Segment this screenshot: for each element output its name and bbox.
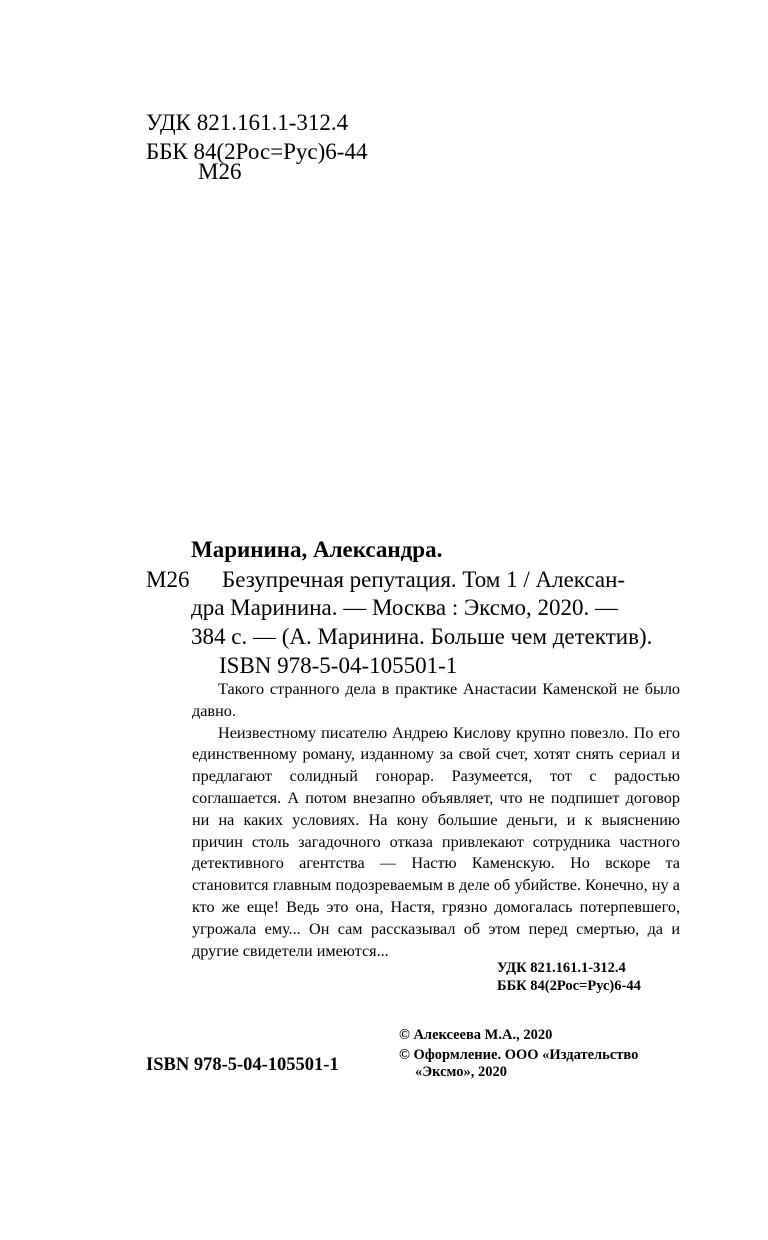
udk-code-bottom: УДК 821.161.1-312.4 bbox=[497, 960, 626, 976]
copyright-publisher: «Эксмо», 2020 bbox=[415, 1064, 507, 1080]
entry-mark: М26 bbox=[146, 567, 190, 592]
copyright-author: © Алексеева М.А., 2020 bbox=[399, 1027, 553, 1043]
author-mark-top: М26 bbox=[198, 159, 242, 184]
annotation bbox=[192, 679, 680, 962]
isbn-bottom: ISBN 978-5-04-105501-1 bbox=[146, 1055, 339, 1075]
entry-isbn: ISBN 978-5-04-105501-1 bbox=[219, 653, 458, 678]
udk-code-top: УДК 821.161.1-312.4 bbox=[146, 110, 349, 135]
bbk-code-bottom: ББК 84(2Рос=Рус)6-44 bbox=[497, 978, 641, 994]
bbk-code-top: ББК 84(2Рос=Рус)6-44 bbox=[146, 139, 368, 164]
entry-line-1: Безупречная репутация. Том 1 / Алексан- bbox=[222, 567, 626, 592]
copyright-design: © Оформление. ООО «Издательство bbox=[399, 1047, 639, 1063]
annotation-paragraph-1: Такого странного дела в практике Анастасии Каменской не было давно. bbox=[192, 680, 680, 720]
entry-line-2: дра Маринина. — Москва : Эксмо, 2020. — bbox=[191, 595, 619, 620]
entry-line-3: 384 с. — (А. Маринина. Больше чем детектив). bbox=[191, 624, 653, 649]
annotation-paragraph-2: Неизвестному писателю Андрею Кислову крупно повезло. По его единственному роману, изданному за свой счет, хотят снять сериал и предлагают солидный гонорар. Разумеется, тот с радостью соглашается. А потом внезапно объявляет, что не подпишет договор ни на каких условиях. На кону большие деньги, и к выяснению причин столь загадочного отказа привлекают сотрудника частного детективного агентства — Настю Каменскую. Но вскоре та становится главным подозреваемым в деле об убийстве. Конечно, ну а кто же еще! Ведь это она, Настя, грязно домогалась потерпевшего, угрожала ему... Он сам рассказывал об этом перед смертью, да и другие свидетели имеются... bbox=[192, 723, 680, 960]
author-name: Маринина, Александра. bbox=[191, 537, 443, 562]
